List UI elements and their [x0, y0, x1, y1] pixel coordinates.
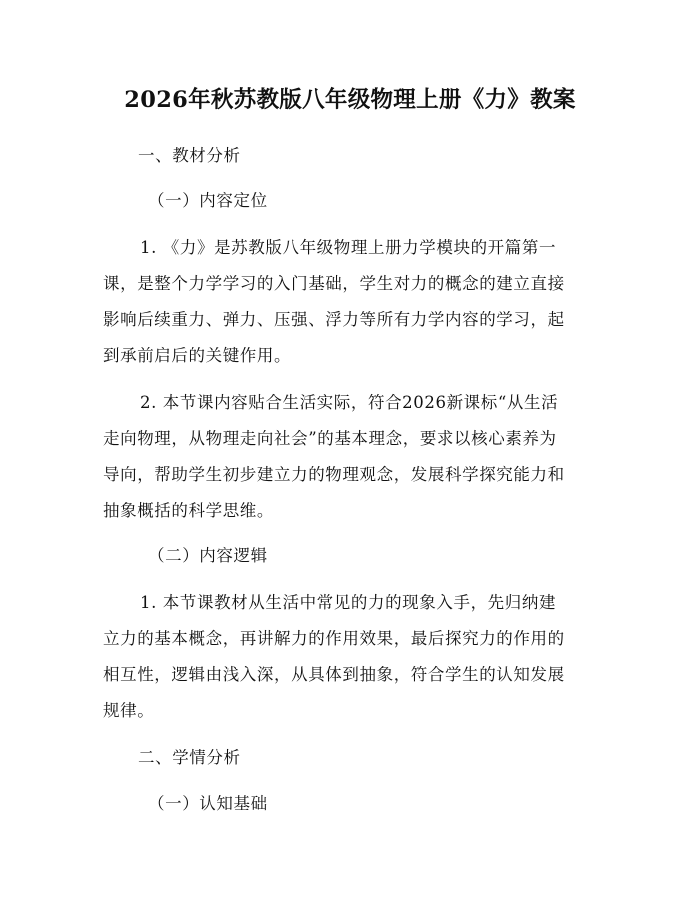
document-title: 2026年秋苏教版八年级物理上册《力》教案: [124, 87, 576, 113]
subsection-heading: （一）内容定位: [148, 191, 268, 210]
subsection-heading: （一）认知基础: [148, 794, 268, 813]
paragraph-line: 影响后续重力、弹力、压强、浮力等所有力学内容的学习，起: [103, 310, 565, 329]
paragraph-line: 课，是整个力学学习的入门基础，学生对力的概念的建立直接: [103, 274, 565, 293]
paragraph-line: 1. 本节课教材从生活中常见的力的现象入手，先归纳建: [140, 593, 557, 612]
section-heading: 一、教材分析: [138, 146, 241, 165]
paragraph-line: 规律。: [103, 701, 155, 720]
paragraph-line: 到承前启后的关键作用。: [103, 346, 292, 365]
section-heading: 二、学情分析: [138, 748, 241, 767]
paragraph-line: 立力的基本概念，再讲解力的作用效果，最后探究力的作用的: [103, 629, 565, 648]
paragraph-line: 走向物理，从物理走向社会”的基本理念，要求以核心素养为: [103, 429, 557, 448]
subsection-heading: （二）内容逻辑: [148, 546, 268, 565]
paragraph-line: 抽象概括的科学思维。: [103, 501, 274, 520]
paragraph-line: 2. 本节课内容贴合生活实际，符合2026新课标“从生活: [140, 393, 559, 412]
paragraph-line: 相互性，逻辑由浅入深，从具体到抽象，符合学生的认知发展: [103, 665, 565, 684]
paragraph-line: 导向，帮助学生初步建立力的物理观念，发展科学探究能力和: [103, 465, 565, 484]
paragraph-line: 1. 《力》是苏教版八年级物理上册力学模块的开篇第一: [140, 238, 557, 257]
